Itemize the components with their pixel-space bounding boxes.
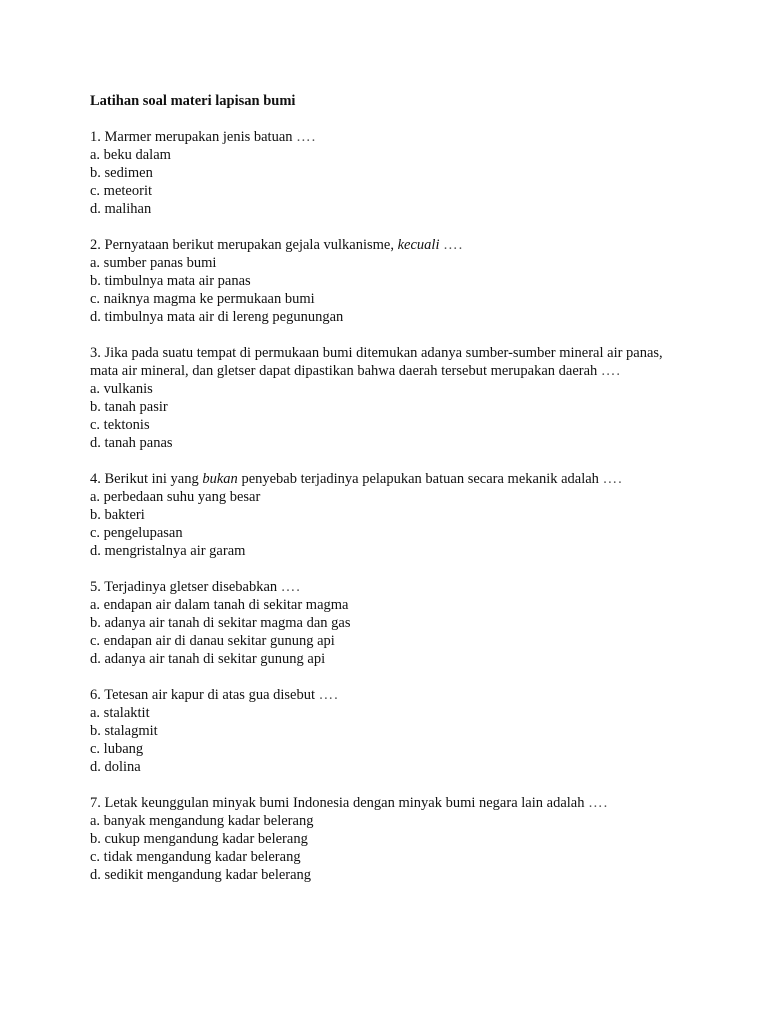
stem-text: 7. Letak keunggulan minyak bumi Indonesia dengan minyak bumi negara lain adalah [90,795,589,811]
stem-emphasis: kecuali [397,237,440,253]
stem-emphasis: bukan [202,471,238,487]
question-stem [90,344,690,380]
option-d: d. timbulnya mata air di lereng pegunungan [90,309,344,325]
stem-text: 4. Berikut ini yang [90,471,203,487]
stem-text: 3. Jika pada suatu tempat di permukaan bumi ditemukan adanya sumber-sumber mineral air panas, mata air mineral, dan gletser dapat dipastikan bahwa daerah tersebut merupakan daerah [90,345,663,379]
option-a: a. beku dalam [90,147,171,163]
stem-ellipsis: …. [318,687,339,703]
stem-ellipsis: …. [280,579,301,595]
option-d: d. adanya air tanah di sekitar gunung api [90,651,326,667]
question-4 [90,470,690,560]
stem-ellipsis: …. [600,363,622,379]
option-a: a. banyak mengandung kadar belerang [90,813,314,829]
question-stem [90,794,690,812]
option-c: c. tidak mengandung kadar belerang [90,849,301,865]
option-b: b. sedimen [90,165,153,181]
question-5 [90,578,690,668]
option-d: d. tanah panas [90,435,173,451]
question-6 [90,686,690,776]
stem-ellipsis: …. [296,129,317,145]
stem-text: 2. Pernyataan berikut merupakan gejala vulkanisme, [90,237,398,253]
document-page [90,92,690,884]
option-b: b. cukup mengandung kadar belerang [90,831,308,847]
option-c: c. lubang [90,741,144,757]
question-stem [90,236,690,254]
option-c: c. endapan air di danau sekitar gunung api [90,633,335,649]
option-a: a. vulkanis [90,381,153,397]
question-stem [90,578,690,596]
option-a: a. sumber panas bumi [90,255,217,271]
question-stem [90,686,690,704]
option-d: d. mengristalnya air garam [90,543,246,559]
stem-text-continued: penyebab terjadinya pelapukan batuan secara mekanik adalah [237,471,603,487]
question-stem [90,128,690,146]
option-b: b. stalagmit [90,723,158,739]
option-c: c. tektonis [90,417,150,433]
question-7 [90,794,690,884]
stem-ellipsis: …. [588,795,609,811]
option-a: a. endapan air dalam tanah di sekitar magma [90,597,349,613]
option-b: b. adanya air tanah di sekitar magma dan gas [90,615,351,631]
document-title: Latihan soal materi lapisan bumi [90,93,296,109]
stem-text: 5. Terjadinya gletser disebabkan [90,579,281,595]
option-c: c. naiknya magma ke permukaan bumi [90,291,315,307]
option-d: d. dolina [90,759,141,775]
question-stem [90,470,690,488]
option-d: d. sedikit mengandung kadar belerang [90,867,312,883]
option-c: c. meteorit [90,183,153,199]
stem-ellipsis: …. [443,237,464,253]
stem-ellipsis: …. [602,471,623,487]
option-b: b. tanah pasir [90,399,168,415]
option-a: a. stalaktit [90,705,150,721]
option-b: b. bakteri [90,507,145,523]
option-b: b. timbulnya mata air panas [90,273,251,289]
question-3 [90,344,690,452]
option-d: d. malihan [90,201,152,217]
question-2 [90,236,690,326]
stem-text: 1. Marmer merupakan jenis batuan [90,129,297,145]
option-a: a. perbedaan suhu yang besar [90,489,261,505]
stem-text: 6. Tetesan air kapur di atas gua disebut [90,687,319,703]
option-c: c. pengelupasan [90,525,183,541]
question-1 [90,128,690,218]
